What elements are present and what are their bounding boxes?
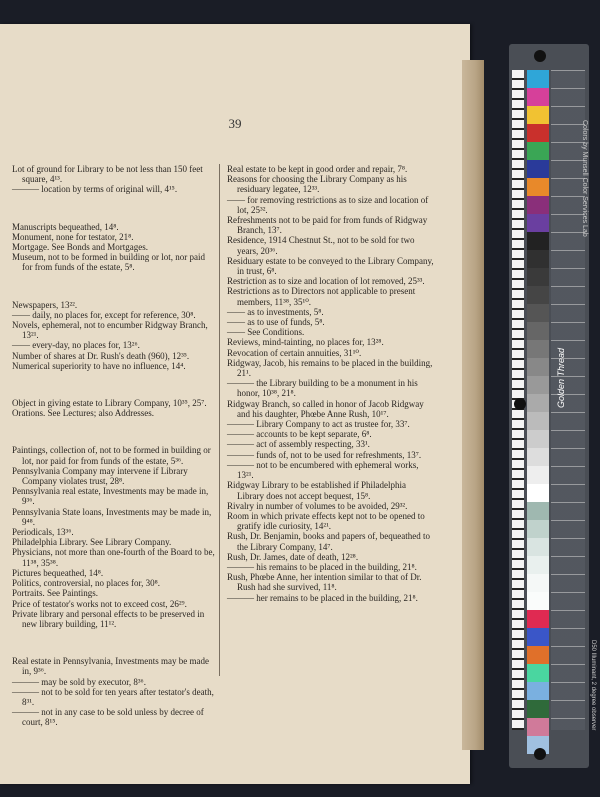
card-hole-bottom (534, 748, 546, 760)
index-entry: Museum, not to be formed in building or lot, nor paid for from funds of the estate, 5⁸. (12, 252, 205, 273)
index-entry: Revocation of certain annuities, 31¹⁰. (227, 347, 362, 358)
card-brand-text: Colors by Munsell Color Services Lab (581, 120, 588, 237)
index-entry: Reviews, mind-tainting, no places for, 13²⁸. (227, 337, 384, 348)
index-entry: Number of shares at Dr. Rush's death (960), 12³⁵. (12, 350, 190, 361)
color-patch (527, 466, 549, 484)
index-entry: Newspapers, 13²². (12, 299, 78, 310)
card-footnote-text: D50 Illuminant, 2 degree observer (590, 640, 596, 731)
index-entry: Private library and personal effects to be preserved in new library building, 11¹². (12, 608, 205, 629)
index-entry: Mortgage. See Bonds and Mortgages. (12, 242, 148, 253)
index-entry: ——— accounts to be kept separate, 6⁸. (227, 429, 372, 440)
index-entry: ——— may be sold by executor, 8³⁶. (12, 676, 146, 687)
index-entry: Paintings, collection of, not to be formed in building or lot, nor paid for from funds of the estate, 5³⁶. (12, 445, 211, 466)
index-entry: ——— not to be encumbered with ephemeral works, 13²¹. (227, 459, 419, 481)
color-patch (527, 250, 549, 268)
index-entry: ——— Library Company to act as trustee for, 33⁷. (227, 419, 410, 430)
color-patch (527, 700, 549, 718)
column-divider (219, 164, 220, 676)
card-hole-middle (514, 398, 526, 410)
index-entry: Politics, controversial, no places for, 30⁸. (12, 578, 160, 589)
index-entry: Periodicals, 13³⁶. (12, 527, 74, 538)
index-entry: —— for removing restrictions as to size and location of lot, 25³². (227, 194, 429, 215)
card-hole-top (534, 50, 546, 62)
color-patch (527, 322, 549, 340)
index-entry: Orations. See Lectures; also Addresses. (12, 408, 154, 419)
index-entry: —— See Conditions. (227, 327, 305, 338)
color-patch (527, 610, 549, 628)
index-column-right (227, 164, 435, 603)
index-entry: Ridgway, Jacob, his remains to be placed in the building, 21¹. (227, 357, 433, 379)
index-entry: Pennsylvania Company may intervene if Library Company violates trust, 28⁸. (12, 465, 188, 487)
index-entry: ——— not to be sold for ten years after testator's death, 8³¹. (12, 686, 214, 707)
color-patch (527, 484, 549, 502)
index-entry: ——— not in any case to be sold unless by decree of court, 8¹⁵. (12, 707, 204, 728)
color-patch-strip (527, 70, 549, 730)
card-product-text: Golden Thread (556, 347, 566, 408)
color-patch (527, 340, 549, 358)
entry-gap (12, 380, 217, 389)
color-patch (527, 160, 549, 178)
page-edge (462, 60, 484, 750)
color-patch (527, 106, 549, 124)
index-entry: Rivalry in number of volumes to be avoided, 29³². (227, 500, 408, 511)
index-entry: Restriction as to size and location of lot removed, 25³³. (227, 276, 425, 287)
index-entry: Refreshments not to be paid for from funds of Ridgway Branch, 13⁷. (227, 215, 428, 236)
index-entry: ——— act of assembly respecting, 33¹. (227, 439, 370, 450)
entry-gap (12, 282, 217, 291)
index-entry: ——— the Library building to be a monument in his honor, 10³⁸, 21⁸. (227, 378, 418, 399)
index-entry: Price of testator's works not to exceed cost, 26²⁹. (12, 598, 187, 609)
color-patch (527, 268, 549, 286)
index-entry: Numerical superiority to have no influence, 14⁴. (12, 360, 186, 371)
color-patch (527, 718, 549, 736)
index-entry: Portraits. See Paintings. (12, 588, 98, 599)
index-entry: Rush, Dr. James, date of death, 12²⁸. (227, 551, 359, 562)
color-patch (527, 232, 549, 250)
index-entry: Philadelphia Library. See Library Company. (12, 537, 172, 548)
index-entry: —— as to investments, 5⁸. (227, 306, 324, 317)
color-patch (527, 286, 549, 304)
color-patch (527, 520, 549, 538)
index-entry: Manuscripts bequeathed, 14⁸. (12, 221, 119, 232)
index-entry: Novels, ephemeral, not to encumber Ridgway Branch, 13²¹. (12, 320, 208, 341)
index-entry: Monument, none for testator, 21⁸. (12, 231, 134, 242)
color-patch (527, 628, 549, 646)
entry-gap (12, 638, 217, 647)
page-number: 39 (228, 116, 242, 131)
color-patch (527, 394, 549, 412)
color-patch (527, 70, 549, 88)
entry-gap (12, 204, 217, 213)
index-entry: ——— her remains to be placed in the building, 21⁸. (227, 592, 418, 603)
index-entry: Rush, Phœbe Anne, her intention similar to that of Dr. Rush had she survived, 11⁸. (227, 572, 422, 593)
index-entry: Pennsylvania State loans, Investments may be made in, 9⁴⁸. (12, 506, 212, 527)
color-patch (527, 646, 549, 664)
index-entry: Lot of ground for Library to be not less than 150 feet square, 4¹³. (12, 164, 203, 185)
color-patch (527, 682, 549, 700)
index-entry: Ridgway Library to be established if Philadelphia Library does not accept bequest, 15⁸. (227, 480, 406, 501)
index-entry: Ridgway Branch, so called in honor of Jacob Ridgway and his daughter, Phœbe Anne Rush, 10¹⁷. (227, 398, 424, 419)
index-entry: —— daily, no places for, except for reference, 30⁸. (12, 309, 196, 320)
color-patch (527, 358, 549, 376)
index-entry: Residuary estate to be conveyed to the Library Company, in trust, 6⁸. (227, 255, 434, 277)
color-patch (527, 430, 549, 448)
index-entry: Residence, 1914 Chestnut St., not to be sold for two years, 20³⁶. (227, 235, 415, 256)
color-patch (527, 502, 549, 520)
color-patch (527, 178, 549, 196)
color-patch (527, 196, 549, 214)
color-patch (527, 88, 549, 106)
color-patch (527, 214, 549, 232)
book-page (0, 24, 470, 784)
index-entry: Physicians, not more than one-fourth of the Board to be, 11³⁸, 35³⁸. (12, 547, 215, 568)
index-entry: Pennsylvania real estate, Investments may be made in, 9³⁶. (12, 486, 209, 507)
index-entry: Reasons for choosing the Library Company as his residuary legatee, 12³³. (227, 174, 407, 195)
color-patch (527, 124, 549, 142)
index-entry: ——— his remains to be placed in the building, 21⁸. (227, 561, 417, 572)
color-patch (527, 664, 549, 682)
color-patch (527, 304, 549, 322)
color-patch (527, 538, 549, 556)
index-entry: —— as to use of funds, 5⁸. (227, 317, 325, 328)
index-entry: Real estate to be kept in good order and repair, 7⁸. (227, 164, 408, 174)
color-patch (527, 142, 549, 160)
index-entry: ——— location by terms of original will, 4¹⁵. (12, 184, 178, 195)
color-patch (527, 412, 549, 430)
index-entry: Object in giving estate to Library Company, 10³⁵, 25⁷. (12, 398, 207, 409)
entry-gap (12, 427, 217, 436)
index-entry: Restrictions as to Directors not applicable to present members, 11³⁸, 35¹⁰. (227, 286, 416, 307)
index-entry: ——— funds of, not to be used for refreshments, 13⁷. (227, 449, 422, 460)
index-entry: Pictures bequeathed, 14⁸. (12, 567, 104, 578)
index-entry: Real estate in Pennsylvania, Investments may be made in, 9³⁶. (12, 656, 209, 677)
index-entry: Rush, Dr. Benjamin, books and papers of, bequeathed to the Library Company, 14⁷. (227, 531, 430, 552)
color-patch (527, 448, 549, 466)
color-patch (527, 376, 549, 394)
index-entry: —— every-day, no places for, 13²⁶. (12, 340, 140, 351)
index-entry: Room in which private effects kept not to be opened to gratify idle curiosity, 14²¹. (227, 510, 425, 532)
color-patch (527, 556, 549, 574)
color-patch (527, 574, 549, 592)
color-patch (527, 592, 549, 610)
index-column-left (12, 164, 217, 728)
